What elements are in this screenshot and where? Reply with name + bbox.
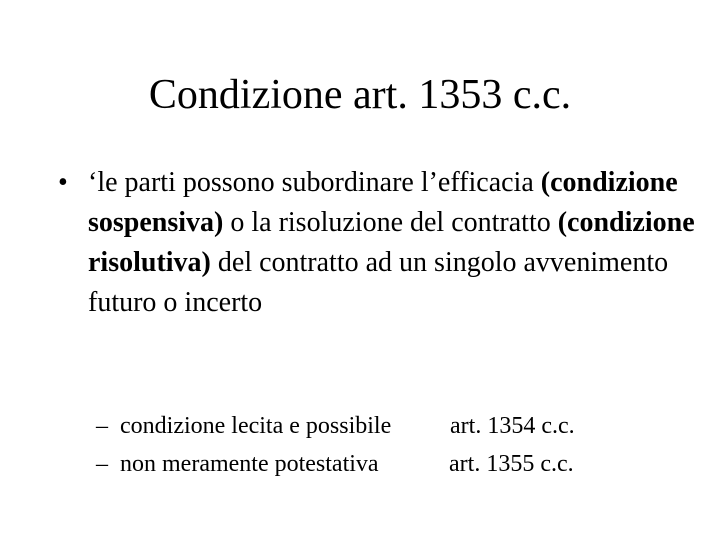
sub-item-ref: art. 1354 c.c. xyxy=(450,413,575,439)
sub-dash: – xyxy=(96,451,108,477)
bullet-marker: • xyxy=(58,167,68,198)
main-bullet xyxy=(58,163,698,323)
bullet-text-part: ‘le parti possono subordinare l’efficacia xyxy=(88,167,541,198)
bullet-text-bold-risolutiva: (condizione risolutiva) xyxy=(88,207,695,278)
sub-list xyxy=(96,407,656,483)
sub-item-text: non meramente potestativa xyxy=(120,451,379,477)
sub-item-text: condizione lecita e possibile xyxy=(120,413,392,439)
bullet-text-part: del contratto ad un singolo avvenimento futuro o incerto xyxy=(88,247,669,318)
sub-dash: – xyxy=(96,413,108,439)
sub-item-potestativa xyxy=(96,445,656,483)
bullet-text-part: o la risoluzione del contratto xyxy=(223,207,558,238)
sub-item-lecita xyxy=(96,407,656,445)
sub-item-ref: art. 1355 c.c. xyxy=(449,451,574,477)
bullet-text xyxy=(88,163,698,323)
bullet-text-bold-sospensiva: (condizione sospensiva) xyxy=(88,167,678,238)
slide-title: Condizione art. 1353 c.c. xyxy=(148,72,572,118)
